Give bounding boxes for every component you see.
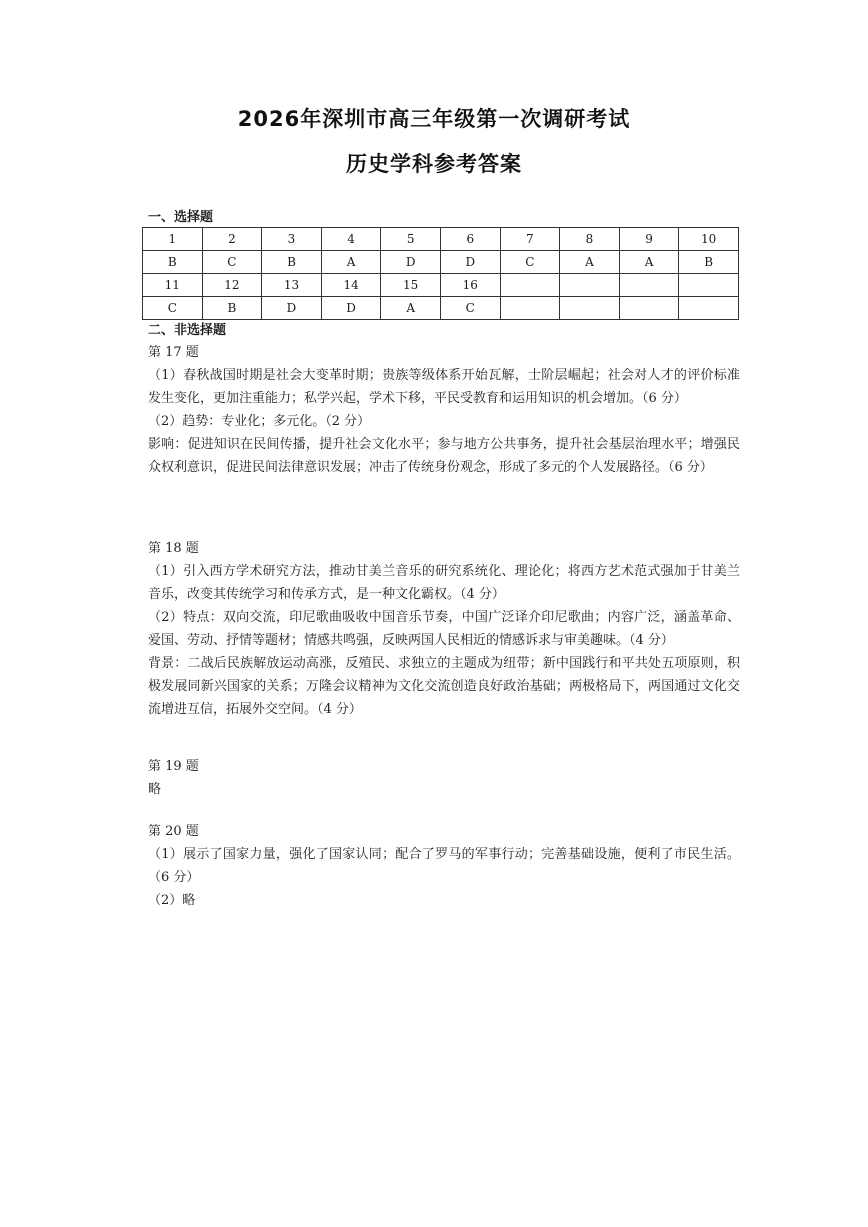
question-number-cell: 1 bbox=[143, 228, 203, 251]
answer-letter-cell bbox=[619, 297, 679, 320]
question-19 bbox=[148, 755, 740, 801]
answer-letter-cell bbox=[679, 297, 739, 320]
answer-letter-cell: D bbox=[262, 297, 322, 320]
answer-letter-cell: C bbox=[440, 297, 500, 320]
question-number-cell: 13 bbox=[262, 274, 322, 297]
answer-paragraph: （2）趋势：专业化；多元化。（2 分） bbox=[148, 414, 371, 429]
question-number-cell bbox=[560, 274, 620, 297]
answer-letter-cell: C bbox=[500, 251, 560, 274]
section-multiple-choice-title: 一、选择题 bbox=[148, 210, 214, 225]
answer-paragraph: （2）特点：双向交流，印尼歌曲吸收中国音乐节奏，中国广泛译介印尼歌曲；内容广泛，涵盖革命、爱国、劳动、抒情等题材；情感共鸣强，反映两国人民相近的情感诉求与审美趣味。（4 分） bbox=[148, 610, 740, 648]
question-number-cell: 14 bbox=[321, 274, 381, 297]
question-heading: 第 19 题 bbox=[148, 759, 199, 774]
answer-paragraph: （1）展示了国家力量，强化了国家认同；配合了罗马的军事行动；完善基础设施，便利了市民生活。（6 分） bbox=[148, 847, 740, 885]
answer-paragraph: 略 bbox=[148, 782, 162, 797]
question-number-cell bbox=[679, 274, 739, 297]
answer-letter-cell: B bbox=[143, 251, 203, 274]
question-number-cell: 7 bbox=[500, 228, 560, 251]
question-number-cell: 6 bbox=[440, 228, 500, 251]
answer-letter-cell: A bbox=[560, 251, 620, 274]
answer-letter-cell bbox=[560, 297, 620, 320]
question-number-cell: 10 bbox=[679, 228, 739, 251]
answer-letter-cell: C bbox=[143, 297, 203, 320]
question-number-cell: 3 bbox=[262, 228, 322, 251]
answer-letter-cell: C bbox=[202, 251, 262, 274]
answer-letter-cell: A bbox=[381, 297, 441, 320]
question-17 bbox=[148, 341, 740, 479]
answer-paragraph: （2）略 bbox=[148, 893, 196, 908]
answer-letter-cell: B bbox=[679, 251, 739, 274]
question-number-cell: 16 bbox=[440, 274, 500, 297]
question-number-cell: 12 bbox=[202, 274, 262, 297]
answer-letter-cell: A bbox=[321, 251, 381, 274]
question-number-cell: 2 bbox=[202, 228, 262, 251]
answer-table-row bbox=[143, 228, 739, 251]
answer-letter-cell: D bbox=[321, 297, 381, 320]
answer-letter-cell: D bbox=[381, 251, 441, 274]
answer-paragraph: 背景：二战后民族解放运动高涨，反殖民、求独立的主题成为纽带；新中国践行和平共处五项原则，积极发展同新兴国家的关系；万隆会议精神为文化交流创造良好政治基础；两极格局下，两国通过文化交流增进互信，拓展外交空间。（4 分） bbox=[148, 656, 740, 717]
question-heading: 第 17 题 bbox=[148, 345, 199, 360]
answer-letter-cell: D bbox=[440, 251, 500, 274]
question-number-cell bbox=[500, 274, 560, 297]
answer-paragraph: （1）春秋战国时期是社会大变革时期；贵族等级体系开始瓦解，士阶层崛起；社会对人才的评价标准发生变化，更加注重能力；私学兴起，学术下移，平民受教育和运用知识的机会增加。（6 分） bbox=[148, 368, 740, 406]
answer-table-row bbox=[143, 274, 739, 297]
section-non-choice-title: 二、非选择题 bbox=[148, 323, 227, 338]
question-number-cell: 11 bbox=[143, 274, 203, 297]
question-number-cell: 5 bbox=[381, 228, 441, 251]
multiple-choice-answer-table bbox=[142, 227, 739, 320]
answer-table-row bbox=[143, 297, 739, 320]
question-number-cell: 4 bbox=[321, 228, 381, 251]
answer-letter-cell: B bbox=[262, 251, 322, 274]
answer-table-row bbox=[143, 251, 739, 274]
answer-letter-cell: B bbox=[202, 297, 262, 320]
document-title: 2026年深圳市高三年级第一次调研考试 bbox=[237, 107, 631, 131]
question-number-cell: 15 bbox=[381, 274, 441, 297]
answer-paragraph: （1）引入西方学术研究方法，推动甘美兰音乐的研究系统化、理论化；将西方艺术范式强加于甘美兰音乐，改变其传统学习和传承方式，是一种文化霸权。（4 分） bbox=[148, 564, 740, 602]
answer-letter-cell: A bbox=[619, 251, 679, 274]
question-heading: 第 20 题 bbox=[148, 824, 199, 839]
answer-letter-cell bbox=[500, 297, 560, 320]
question-18 bbox=[148, 537, 740, 721]
question-20 bbox=[148, 820, 740, 912]
question-number-cell: 8 bbox=[560, 228, 620, 251]
question-heading: 第 18 题 bbox=[148, 541, 199, 556]
document-subtitle: 历史学科参考答案 bbox=[346, 152, 522, 176]
question-number-cell: 9 bbox=[619, 228, 679, 251]
question-number-cell bbox=[619, 274, 679, 297]
answer-paragraph: 影响：促进知识在民间传播，提升社会文化水平；参与地方公共事务，提升社会基层治理水平；增强民众权利意识，促进民间法律意识发展；冲击了传统身份观念，形成了多元的个人发展路径。（6 分） bbox=[148, 437, 740, 475]
